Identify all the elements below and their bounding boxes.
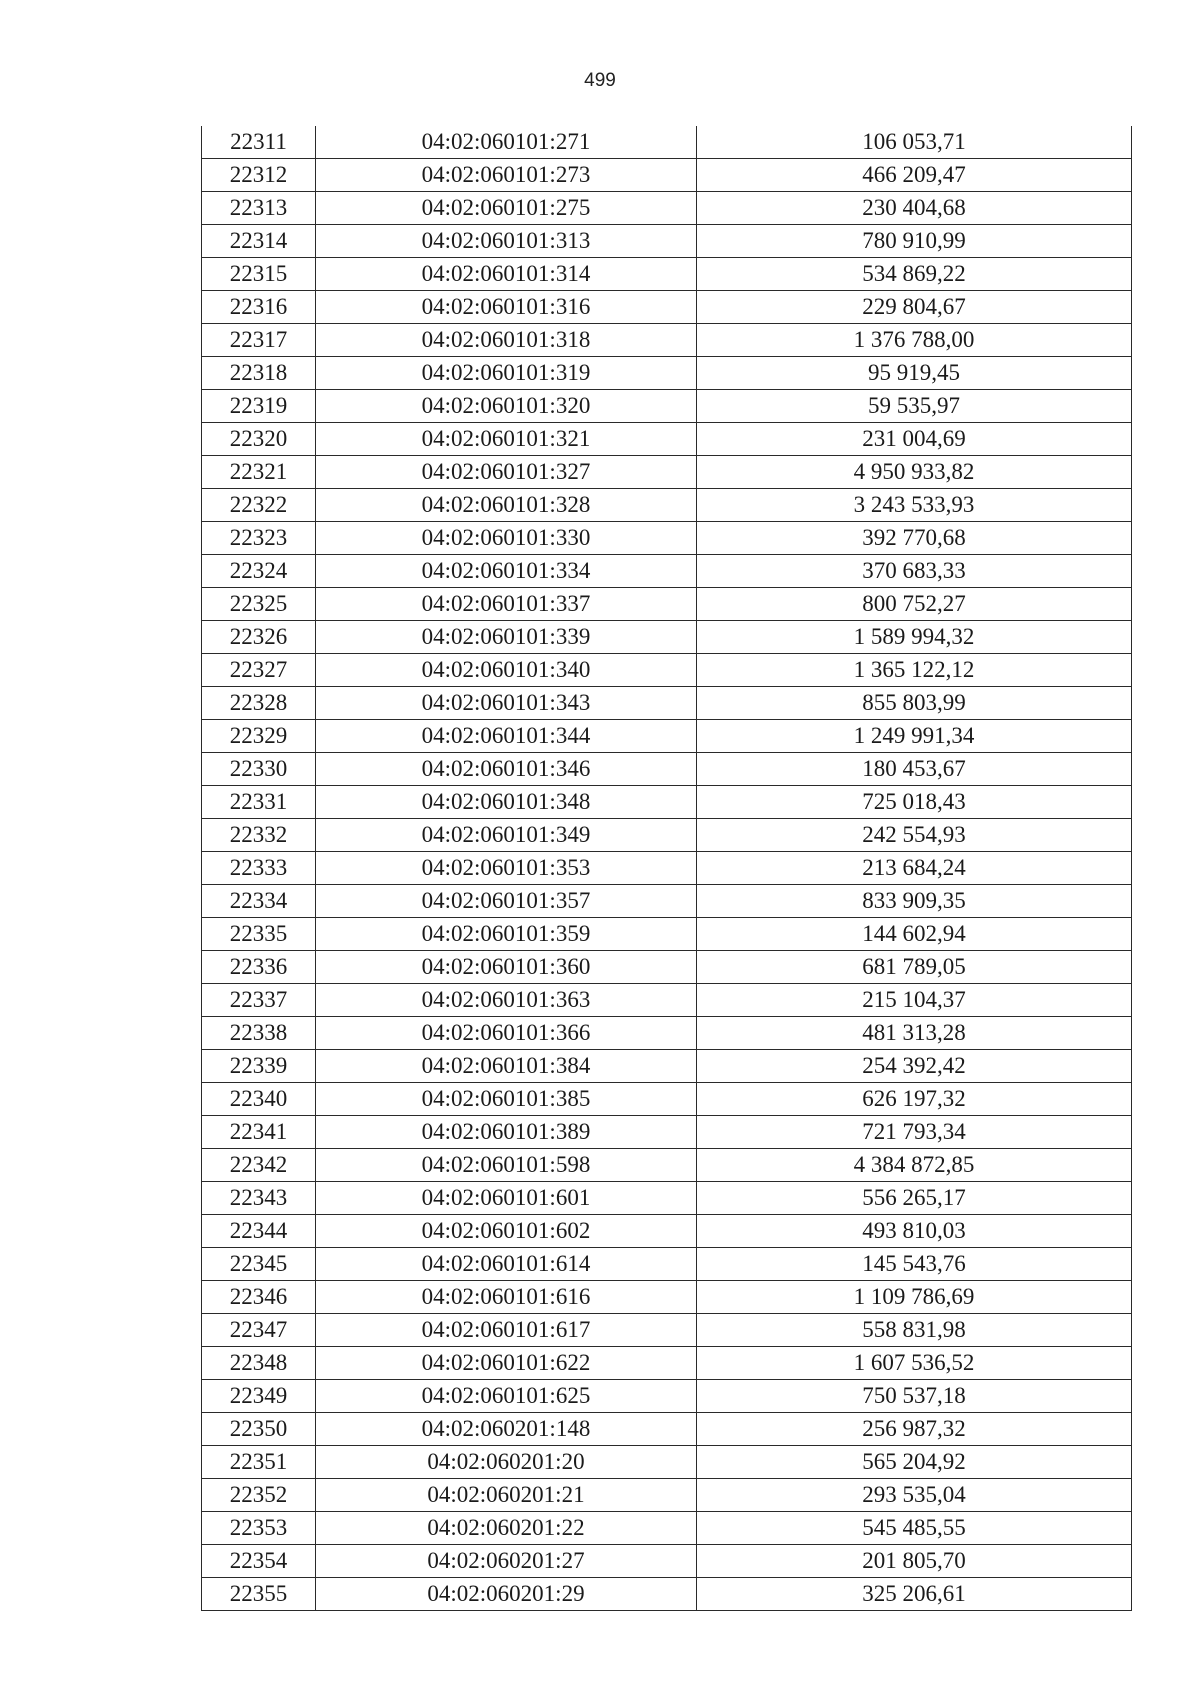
table-row: [202, 489, 1132, 522]
cadastral-value-cell: 1 376 788,00: [697, 324, 1132, 357]
cadastral-number-cell: 04:02:060101:385: [316, 1083, 697, 1116]
row-number-cell: 22346: [202, 1281, 316, 1314]
row-number-cell: 22338: [202, 1017, 316, 1050]
cadastral-number-cell: 04:02:060201:148: [316, 1413, 697, 1446]
row-number-cell: 22343: [202, 1182, 316, 1215]
table-row: [202, 1083, 1132, 1116]
cadastral-value-cell: 325 206,61: [697, 1578, 1132, 1611]
table-row: [202, 522, 1132, 555]
cadastral-number-cell: 04:02:060101:346: [316, 753, 697, 786]
row-number-cell: 22351: [202, 1446, 316, 1479]
row-number-cell: 22339: [202, 1050, 316, 1083]
cadastral-number-cell: 04:02:060101:316: [316, 291, 697, 324]
cadastral-value-cell: 231 004,69: [697, 423, 1132, 456]
cadastral-number-cell: 04:02:060101:314: [316, 258, 697, 291]
row-number-cell: 22350: [202, 1413, 316, 1446]
cadastral-value-cell: 144 602,94: [697, 918, 1132, 951]
cadastral-number-cell: 04:02:060101:389: [316, 1116, 697, 1149]
row-number-cell: 22341: [202, 1116, 316, 1149]
row-number-cell: 22319: [202, 390, 316, 423]
row-number-cell: 22340: [202, 1083, 316, 1116]
cadastral-number-cell: 04:02:060101:327: [316, 456, 697, 489]
cadastral-value-cell: 626 197,32: [697, 1083, 1132, 1116]
row-number-cell: 22328: [202, 687, 316, 720]
row-number-cell: 22347: [202, 1314, 316, 1347]
cadastral-value-cell: 215 104,37: [697, 984, 1132, 1017]
table-row: [202, 324, 1132, 357]
table-row: [202, 126, 1132, 159]
cadastral-number-cell: 04:02:060101:363: [316, 984, 697, 1017]
row-number-cell: 22333: [202, 852, 316, 885]
cadastral-value-cell: 855 803,99: [697, 687, 1132, 720]
table-row: [202, 1248, 1132, 1281]
cadastral-value-cell: 145 543,76: [697, 1248, 1132, 1281]
table-row: [202, 423, 1132, 456]
cadastral-value-cell: 242 554,93: [697, 819, 1132, 852]
cadastral-number-cell: 04:02:060101:344: [316, 720, 697, 753]
cadastral-value-cell: 3 243 533,93: [697, 489, 1132, 522]
cadastral-number-cell: 04:02:060101:598: [316, 1149, 697, 1182]
table-row: [202, 1479, 1132, 1512]
row-number-cell: 22322: [202, 489, 316, 522]
table-row: [202, 291, 1132, 324]
cadastral-value-cell: 392 770,68: [697, 522, 1132, 555]
cadastral-number-cell: 04:02:060101:318: [316, 324, 697, 357]
table-row: [202, 621, 1132, 654]
row-number-cell: 22315: [202, 258, 316, 291]
cadastral-value-cell: 466 209,47: [697, 159, 1132, 192]
cadastral-number-cell: 04:02:060101:366: [316, 1017, 697, 1050]
cadastral-value-cell: 4 950 933,82: [697, 456, 1132, 489]
cadastral-value-cell: 1 249 991,34: [697, 720, 1132, 753]
cadastral-number-cell: 04:02:060101:622: [316, 1347, 697, 1380]
cadastral-number-cell: 04:02:060101:601: [316, 1182, 697, 1215]
cadastral-number-cell: 04:02:060101:271: [316, 126, 697, 159]
row-number-cell: 22337: [202, 984, 316, 1017]
cadastral-value-cell: 725 018,43: [697, 786, 1132, 819]
cadastral-value-cell: 201 805,70: [697, 1545, 1132, 1578]
table-row: [202, 1149, 1132, 1182]
cadastral-number-cell: 04:02:060101:273: [316, 159, 697, 192]
table-row: [202, 852, 1132, 885]
table-row: [202, 753, 1132, 786]
row-number-cell: 22352: [202, 1479, 316, 1512]
table-row: [202, 819, 1132, 852]
cadastral-value-cell: 721 793,34: [697, 1116, 1132, 1149]
cadastral-number-cell: 04:02:060101:349: [316, 819, 697, 852]
cadastral-number-cell: 04:02:060101:339: [316, 621, 697, 654]
cadastral-number-cell: 04:02:060101:348: [316, 786, 697, 819]
row-number-cell: 22323: [202, 522, 316, 555]
row-number-cell: 22314: [202, 225, 316, 258]
cadastral-number-cell: 04:02:060101:337: [316, 588, 697, 621]
cadastral-number-cell: 04:02:060101:328: [316, 489, 697, 522]
cadastral-value-cell: 800 752,27: [697, 588, 1132, 621]
cadastral-value-cell: 370 683,33: [697, 555, 1132, 588]
table-row: [202, 984, 1132, 1017]
row-number-cell: 22355: [202, 1578, 316, 1611]
table-row: [202, 159, 1132, 192]
table-row: [202, 1314, 1132, 1347]
cadastral-value-cell: 565 204,92: [697, 1446, 1132, 1479]
cadastral-number-cell: 04:02:060201:20: [316, 1446, 697, 1479]
row-number-cell: 22335: [202, 918, 316, 951]
cadastral-value-cell: 4 384 872,85: [697, 1149, 1132, 1182]
row-number-cell: 22316: [202, 291, 316, 324]
cadastral-number-cell: 04:02:060101:360: [316, 951, 697, 984]
row-number-cell: 22344: [202, 1215, 316, 1248]
cadastral-number-cell: 04:02:060201:29: [316, 1578, 697, 1611]
cadastral-number-cell: 04:02:060101:275: [316, 192, 697, 225]
table-row: [202, 1281, 1132, 1314]
table-row: [202, 588, 1132, 621]
cadastral-number-cell: 04:02:060101:625: [316, 1380, 697, 1413]
cadastral-value-cell: 493 810,03: [697, 1215, 1132, 1248]
table-row: [202, 1182, 1132, 1215]
row-number-cell: 22324: [202, 555, 316, 588]
table-row: [202, 654, 1132, 687]
cadastral-number-cell: 04:02:060101:313: [316, 225, 697, 258]
cadastral-value-cell: 833 909,35: [697, 885, 1132, 918]
table-row: [202, 1017, 1132, 1050]
cadastral-number-cell: 04:02:060101:602: [316, 1215, 697, 1248]
cadastral-value-cell: 59 535,97: [697, 390, 1132, 423]
table-row: [202, 1512, 1132, 1545]
cadastral-value-cell: 95 919,45: [697, 357, 1132, 390]
table-row: [202, 456, 1132, 489]
cadastral-number-cell: 04:02:060201:27: [316, 1545, 697, 1578]
cadastral-value-cell: 293 535,04: [697, 1479, 1132, 1512]
cadastral-value-cell: 534 869,22: [697, 258, 1132, 291]
table-row: [202, 885, 1132, 918]
row-number-cell: 22332: [202, 819, 316, 852]
row-number-cell: 22311: [202, 126, 316, 159]
row-number-cell: 22321: [202, 456, 316, 489]
table-row: [202, 1380, 1132, 1413]
cadastral-number-cell: 04:02:060101:340: [316, 654, 697, 687]
cadastral-number-cell: 04:02:060101:320: [316, 390, 697, 423]
cadastral-value-cell: 230 404,68: [697, 192, 1132, 225]
cadastral-number-cell: 04:02:060101:617: [316, 1314, 697, 1347]
table-row: [202, 258, 1132, 291]
table-row: [202, 1413, 1132, 1446]
cadastral-number-cell: 04:02:060201:21: [316, 1479, 697, 1512]
cadastral-value-cell: 1 365 122,12: [697, 654, 1132, 687]
table-row: [202, 357, 1132, 390]
table-row: [202, 786, 1132, 819]
cadastral-value-cell: 213 684,24: [697, 852, 1132, 885]
cadastral-value-cell: 1 589 994,32: [697, 621, 1132, 654]
cadastral-value-table: [201, 126, 1132, 1611]
cadastral-value-cell: 750 537,18: [697, 1380, 1132, 1413]
cadastral-value-cell: 180 453,67: [697, 753, 1132, 786]
table-row: [202, 1116, 1132, 1149]
table-row: [202, 1545, 1132, 1578]
cadastral-value-cell: 254 392,42: [697, 1050, 1132, 1083]
table-row: [202, 951, 1132, 984]
row-number-cell: 22329: [202, 720, 316, 753]
row-number-cell: 22336: [202, 951, 316, 984]
row-number-cell: 22331: [202, 786, 316, 819]
table-row: [202, 1050, 1132, 1083]
table-row: [202, 390, 1132, 423]
cadastral-number-cell: 04:02:060101:330: [316, 522, 697, 555]
cadastral-number-cell: 04:02:060101:357: [316, 885, 697, 918]
table-row: [202, 1347, 1132, 1380]
row-number-cell: 22345: [202, 1248, 316, 1281]
row-number-cell: 22330: [202, 753, 316, 786]
cadastral-value-cell: 106 053,71: [697, 126, 1132, 159]
row-number-cell: 22318: [202, 357, 316, 390]
row-number-cell: 22353: [202, 1512, 316, 1545]
table-row: [202, 1446, 1132, 1479]
table-row: [202, 192, 1132, 225]
cadastral-value-cell: 556 265,17: [697, 1182, 1132, 1215]
row-number-cell: 22327: [202, 654, 316, 687]
row-number-cell: 22325: [202, 588, 316, 621]
cadastral-value-cell: 481 313,28: [697, 1017, 1132, 1050]
table-body: [202, 126, 1132, 1611]
table-row: [202, 555, 1132, 588]
table-row: [202, 1215, 1132, 1248]
cadastral-value-cell: 1 607 536,52: [697, 1347, 1132, 1380]
cadastral-number-cell: 04:02:060101:319: [316, 357, 697, 390]
row-number-cell: 22348: [202, 1347, 316, 1380]
row-number-cell: 22334: [202, 885, 316, 918]
table-row: [202, 1578, 1132, 1611]
page-number: 499: [584, 70, 616, 91]
cadastral-value-cell: 229 804,67: [697, 291, 1132, 324]
cadastral-number-cell: 04:02:060101:384: [316, 1050, 697, 1083]
cadastral-number-cell: 04:02:060101:353: [316, 852, 697, 885]
table-row: [202, 687, 1132, 720]
row-number-cell: 22354: [202, 1545, 316, 1578]
cadastral-value-cell: 681 789,05: [697, 951, 1132, 984]
table-row: [202, 918, 1132, 951]
cadastral-value-cell: 1 109 786,69: [697, 1281, 1132, 1314]
row-number-cell: 22313: [202, 192, 316, 225]
cadastral-number-cell: 04:02:060201:22: [316, 1512, 697, 1545]
cadastral-number-cell: 04:02:060101:334: [316, 555, 697, 588]
row-number-cell: 22326: [202, 621, 316, 654]
table-row: [202, 225, 1132, 258]
row-number-cell: 22312: [202, 159, 316, 192]
cadastral-number-cell: 04:02:060101:321: [316, 423, 697, 456]
row-number-cell: 22320: [202, 423, 316, 456]
cadastral-value-cell: 780 910,99: [697, 225, 1132, 258]
cadastral-number-cell: 04:02:060101:343: [316, 687, 697, 720]
cadastral-number-cell: 04:02:060101:359: [316, 918, 697, 951]
cadastral-value-cell: 256 987,32: [697, 1413, 1132, 1446]
cadastral-number-cell: 04:02:060101:614: [316, 1248, 697, 1281]
cadastral-number-cell: 04:02:060101:616: [316, 1281, 697, 1314]
table-row: [202, 720, 1132, 753]
row-number-cell: 22317: [202, 324, 316, 357]
cadastral-value-cell: 558 831,98: [697, 1314, 1132, 1347]
cadastral-value-cell: 545 485,55: [697, 1512, 1132, 1545]
row-number-cell: 22342: [202, 1149, 316, 1182]
row-number-cell: 22349: [202, 1380, 316, 1413]
